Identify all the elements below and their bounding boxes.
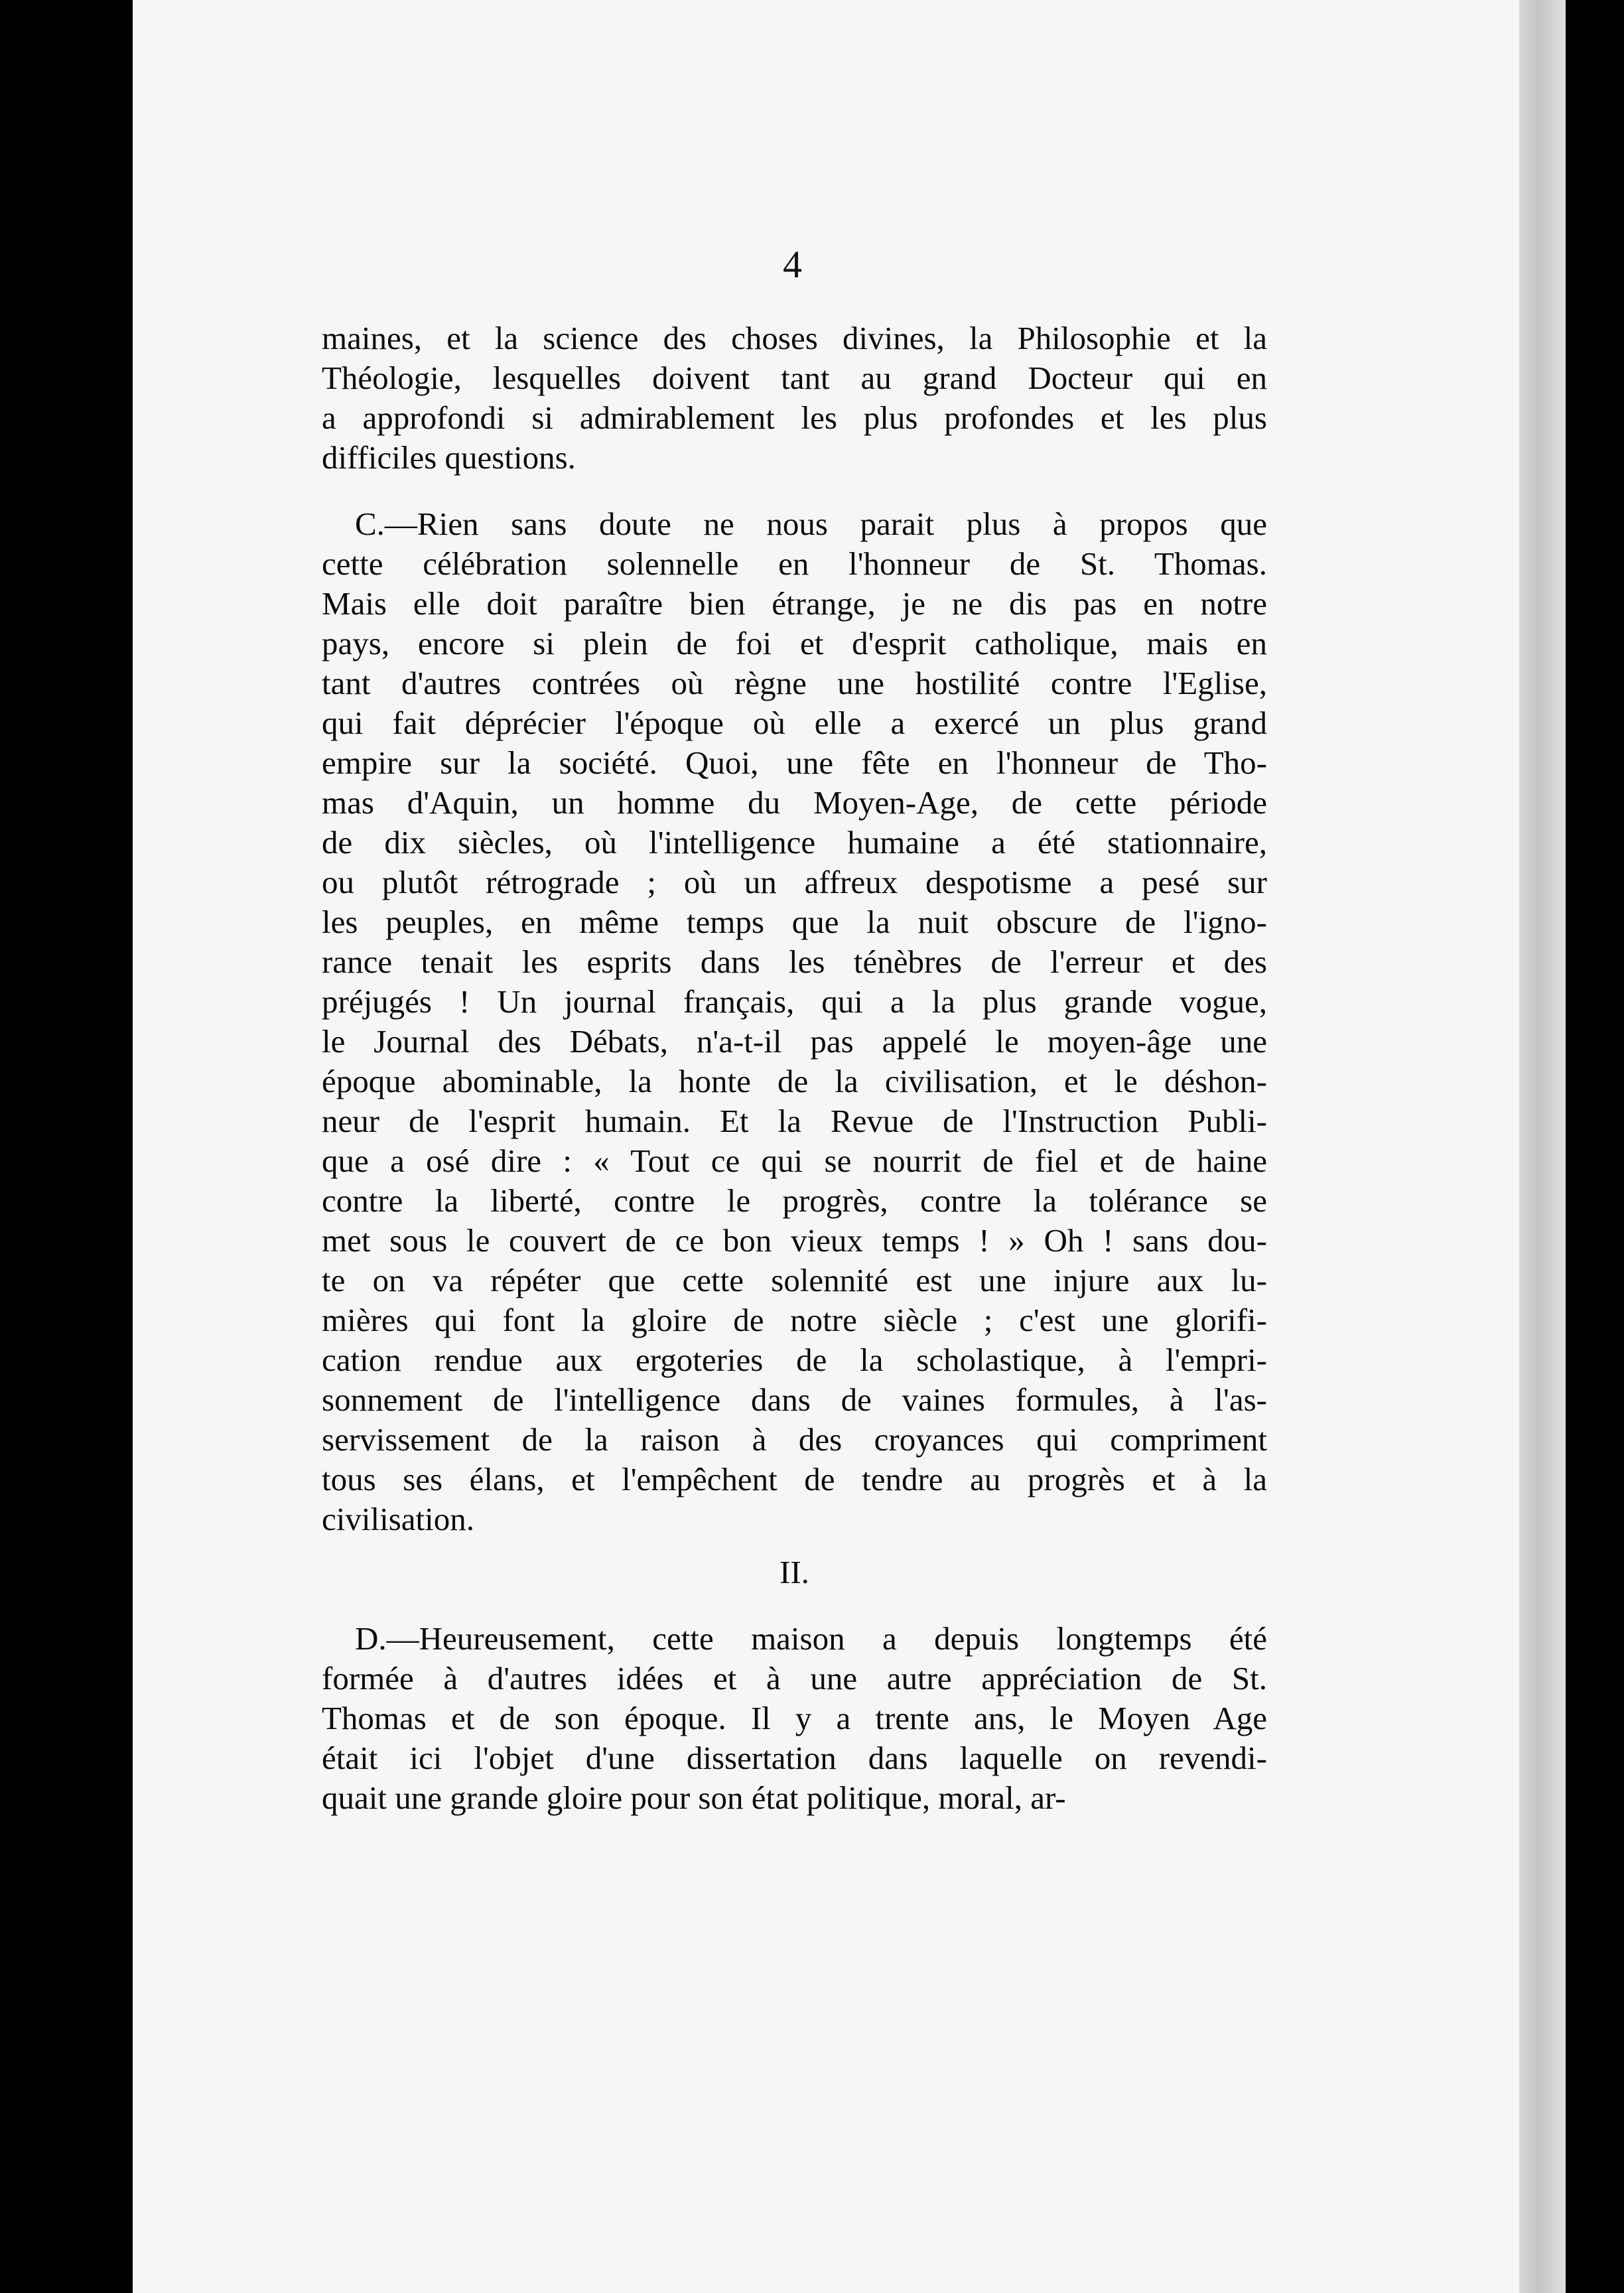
text-line: D.—Heureusement, cette maison a depuis longtemps été — [355, 1620, 1267, 1657]
text-line: qui fait déprécier l'époque où elle a exercé un plus grand — [322, 705, 1267, 741]
text-line: neur de l'esprit humain. Et la Revue de l'Instruction Publi- — [322, 1103, 1267, 1139]
text-line: était ici l'objet d'une dissertation dans laquelle on revendi- — [322, 1740, 1267, 1776]
page-number: 4 — [783, 243, 802, 286]
text-line: de dix siècles, où l'intelligence humaine a été stationnaire, — [322, 824, 1267, 861]
text-line: maines, et la science des choses divines, la Philosophie et la — [322, 320, 1267, 356]
scan-border-left — [0, 0, 133, 2293]
text-line: pays, encore si plein de foi et d'esprit catholique, mais en — [322, 625, 1267, 661]
text-line: les peuples, en même temps que la nuit obscure de l'igno- — [322, 904, 1267, 940]
paragraph-2 — [322, 504, 1267, 1539]
text-line: ou plutôt rétrograde ; où un affreux despotisme a pesé sur — [322, 864, 1267, 900]
text-line: C.—Rien sans doute ne nous parait plus à propos que — [355, 506, 1267, 542]
text-line: Théologie, lesquelles doivent tant au grand Docteur qui en — [322, 360, 1267, 396]
body-text — [322, 318, 1267, 1818]
paragraph-3 — [322, 1619, 1267, 1818]
text-line: préjugés ! Un journal français, qui a la plus grande vogue, — [322, 983, 1267, 1020]
text-line: tous ses élans, et l'empêchent de tendre au progrès et à la — [322, 1461, 1267, 1497]
text-line: Thomas et de son époque. Il y a trente ans, le Moyen Age — [322, 1700, 1267, 1736]
scan-border-right — [1566, 0, 1624, 2293]
text-line: te on va répéter que cette solennité est une injure aux lu- — [322, 1262, 1267, 1298]
text-line: difficiles questions. — [322, 439, 576, 476]
text-line: a approfondi si admirablement les plus profondes et les plus — [322, 399, 1267, 436]
text-line: tant d'autres contrées où règne une hostilité contre l'Eglise, — [322, 665, 1267, 701]
paragraph-1 — [322, 318, 1267, 478]
text-line: cation rendue aux ergoteries de la scholastique, à l'empri- — [322, 1342, 1267, 1378]
text-line: mas d'Aquin, un homme du Moyen-Age, de cette période — [322, 784, 1267, 821]
text-line: que a osé dire : « Tout ce qui se nourrit de fiel et de haine — [322, 1143, 1267, 1179]
text-line: rance tenait les esprits dans les ténèbres de l'erreur et des — [322, 943, 1267, 980]
text-line: quait une grande gloire pour son état politique, moral, ar- — [322, 1779, 1066, 1816]
text-line: Mais elle doit paraître bien étrange, je ne dis pas en notre — [322, 585, 1267, 622]
text-line: empire sur la société. Quoi, une fête en l'honneur de Tho- — [322, 744, 1267, 781]
text-line: servissement de la raison à des croyances qui compriment — [322, 1421, 1267, 1458]
text-line: mières qui font la gloire de notre siècle ; c'est une glorifi- — [322, 1302, 1267, 1338]
text-line: civilisation. — [322, 1501, 474, 1537]
section-heading: II. — [779, 1554, 809, 1590]
text-line: sonnement de l'intelligence dans de vaines formules, à l'as- — [322, 1381, 1267, 1418]
page-edge — [1519, 0, 1566, 2293]
text-line: cette célébration solennelle en l'honneur de St. Thomas. — [322, 545, 1267, 582]
text-line: le Journal des Débats, n'a-t-il pas appelé le moyen-âge une — [322, 1023, 1267, 1060]
text-line: contre la liberté, contre le progrès, contre la tolérance se — [322, 1182, 1267, 1219]
text-line: époque abominable, la honte de la civilisation, et le déshon- — [322, 1063, 1267, 1099]
text-line: met sous le couvert de ce bon vieux temps ! » Oh ! sans dou- — [322, 1222, 1267, 1259]
text-line: formée à d'autres idées et à une autre appréciation de St. — [322, 1660, 1267, 1697]
